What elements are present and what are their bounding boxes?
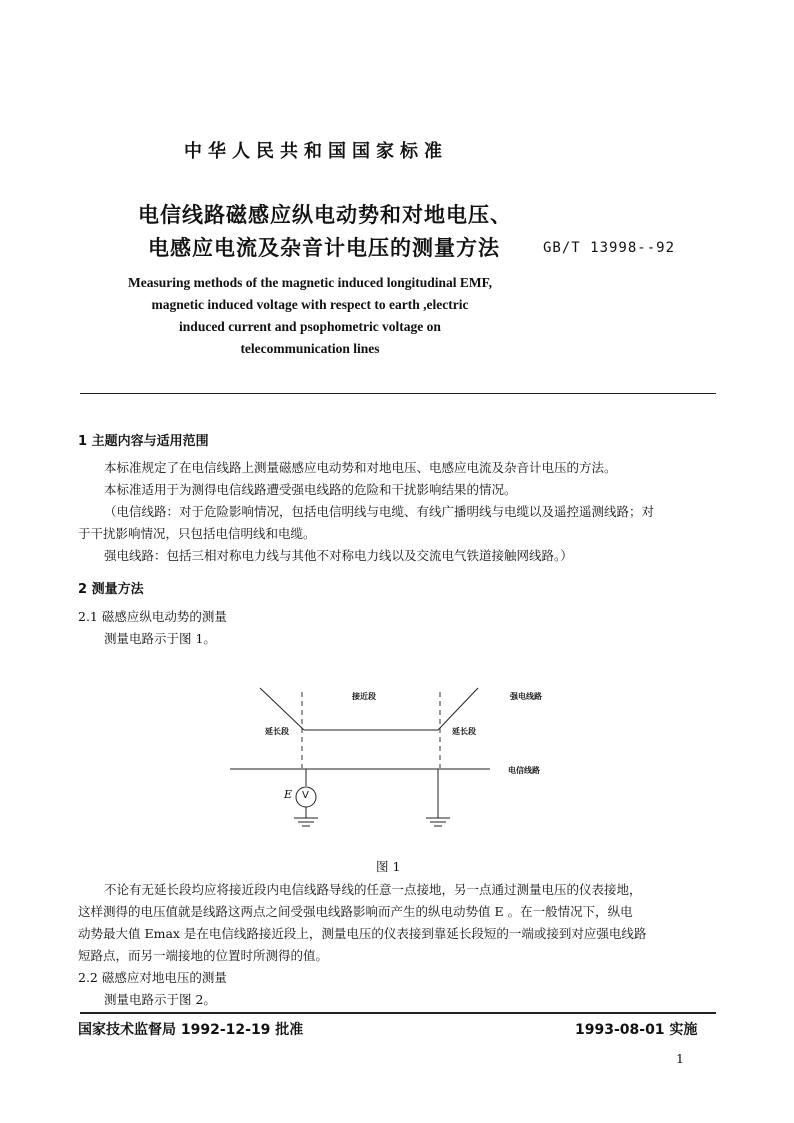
section-1-p1: 本标准规定了在电信线路上测量磁感应电动势和对地电压、电感应电流及杂音计电压的方法。 <box>104 460 617 475</box>
label-extension-right: 延长段 <box>452 727 476 736</box>
section-2-1-p4: 短路点，而另一端接地的位置时所测得的值。 <box>78 948 329 963</box>
section-2-2-heading: 2.2 磁感应对地电压的测量 <box>78 970 227 985</box>
footer-rule <box>80 1012 716 1014</box>
standard-number: GB/T 13998--92 <box>543 240 676 256</box>
title-en-line1: Measuring methods of the magnetic induced longitudinal EMF, <box>127 275 493 290</box>
title-en-line4: telecommunication lines <box>240 341 380 356</box>
implementation-date: 1993-08-01 实施 <box>575 1022 698 1038</box>
section-2-heading: 2 测量方法 <box>78 582 144 597</box>
section-1-p4: 强电线路：包括三相对称电力线与其他不对称电力线以及交流电气铁道接触网线路。） <box>104 548 573 563</box>
page-number: 1 <box>676 1051 684 1066</box>
section-1-p3a: （电信线路：对于危险影响情况，包括电信明线与电缆、有线广播明线与电缆以及遥控遥测线路；对 <box>104 504 655 519</box>
label-power-line: 强电线路 <box>510 692 542 701</box>
header-rule <box>80 393 716 394</box>
power-line-right-slope <box>438 688 478 730</box>
section-2-1-p3: 动势最大值 Emax 是在电信线路接近段上，测量电压的仪表接到靠延长段短的一端或接到对应强电线路 <box>78 926 647 941</box>
title-cn-line1: 电信线路磁感应纵电动势和对地电压、 <box>138 203 512 227</box>
national-standard-header: 中华人民共和国国家标准 <box>184 141 448 162</box>
section-2-1-heading: 2.1 磁感应纵电动势的测量 <box>78 609 227 624</box>
section-2-1-p1: 不论有无延长段均应将接近段内电信线路导线的任意一点接地，另一点通过测量电压的仪表接地， <box>104 882 642 897</box>
figure-1-caption: 图 1 <box>376 859 401 874</box>
section-2-2-intro: 测量电路示于图 2。 <box>104 992 216 1007</box>
title-en-line3: induced current and psophometric voltage on <box>179 319 441 334</box>
label-telecom-line: 电信线路 <box>508 766 540 775</box>
voltmeter-symbol: V <box>302 790 309 801</box>
section-2-1-p2: 这样测得的电压值就是线路这两点之间受强电线路影响而产生的纵电动势值 E 。在一般情况下，纵电 <box>78 904 633 919</box>
label-emf-E: E <box>284 788 293 801</box>
approval-date: 国家技术监督局 1992-12-19 批准 <box>78 1022 304 1038</box>
title-en-line2: magnetic induced voltage with respect to earth ,electric <box>151 297 469 312</box>
title-cn-line2: 电感应电流及杂音计电压的测量方法 <box>148 236 500 260</box>
section-1-p3b: 于干扰影响情况，只包括电信明线和电缆。 <box>78 526 316 541</box>
label-approach-section: 接近段 <box>352 692 376 701</box>
label-extension-left: 延长段 <box>265 727 289 736</box>
power-line-left-slope <box>260 688 304 730</box>
section-2-1-intro: 测量电路示于图 1。 <box>104 631 216 646</box>
section-1-heading: 1 主题内容与适用范围 <box>78 434 209 449</box>
section-1-p2: 本标准适用于为测得电信线路遭受强电线路的危险和干扰影响结果的情况。 <box>104 482 517 497</box>
